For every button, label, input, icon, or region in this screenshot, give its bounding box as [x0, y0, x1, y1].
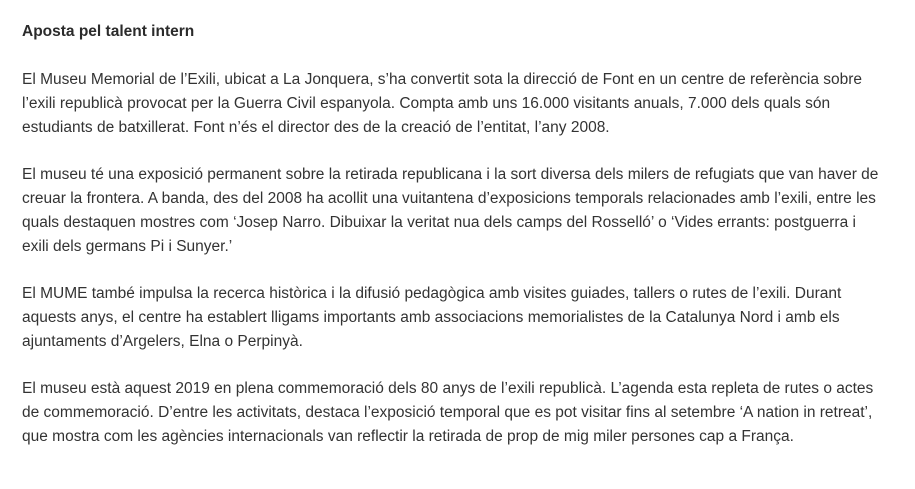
paragraph-commemoration: El museu està aquest 2019 en plena commemoració dels 80 anys de l’exili republicà. L’agenda esta repleta de rutes o actes de commemoració. D’entre les activitats, destaca l’exposició temporal que es pot visitar fins al setembre ‘A nation in retreat’, que mostra com les agències internacionals van reflectir la retirada de prop de mig miler persones cap a França. — [22, 380, 874, 445]
paragraph-museum-intro: El Museu Memorial de l’Exili, ubicat a La Jonquera, s’ha convertit sota la direcció de Font en un centre de referència sobre l’exili republicà provocat per la Guerra Civil espanyola. Compta amb uns 16.000 visitants anuals, 7.000 dels quals són estudiants de batxillerat. Font n’és el director des de la creació de l’entitat, l’any 2008. — [22, 71, 863, 136]
paragraph-research: El MUME també impulsa la recerca històrica i la difusió pedagògica amb visites guiades, tallers o rutes de l’exili. Durant aquests anys, el centre ha establert lligams importants amb associacions memorialistes de la Catalunya Nord i amb els ajuntaments d’Argelers, Elna o Perpinyà. — [22, 285, 842, 350]
section-heading: Aposta pel talent intern — [22, 23, 195, 40]
paragraph-exhibitions: El museu té una exposició permanent sobre la retirada republicana i la sort diversa dels milers de refugiats que van haver de creuar la frontera. A banda, des del 2008 ha acollit una vuitantena d’exposicions temporals relacionades amb l’exili, entre les quals destaquen mostres com ‘Josep Narro. Dibuixar la veritat nua dels camps del Rosselló’ o ‘Vides errants: postguerra i exili dels germans Pi i Sunyer.’ — [22, 166, 879, 255]
